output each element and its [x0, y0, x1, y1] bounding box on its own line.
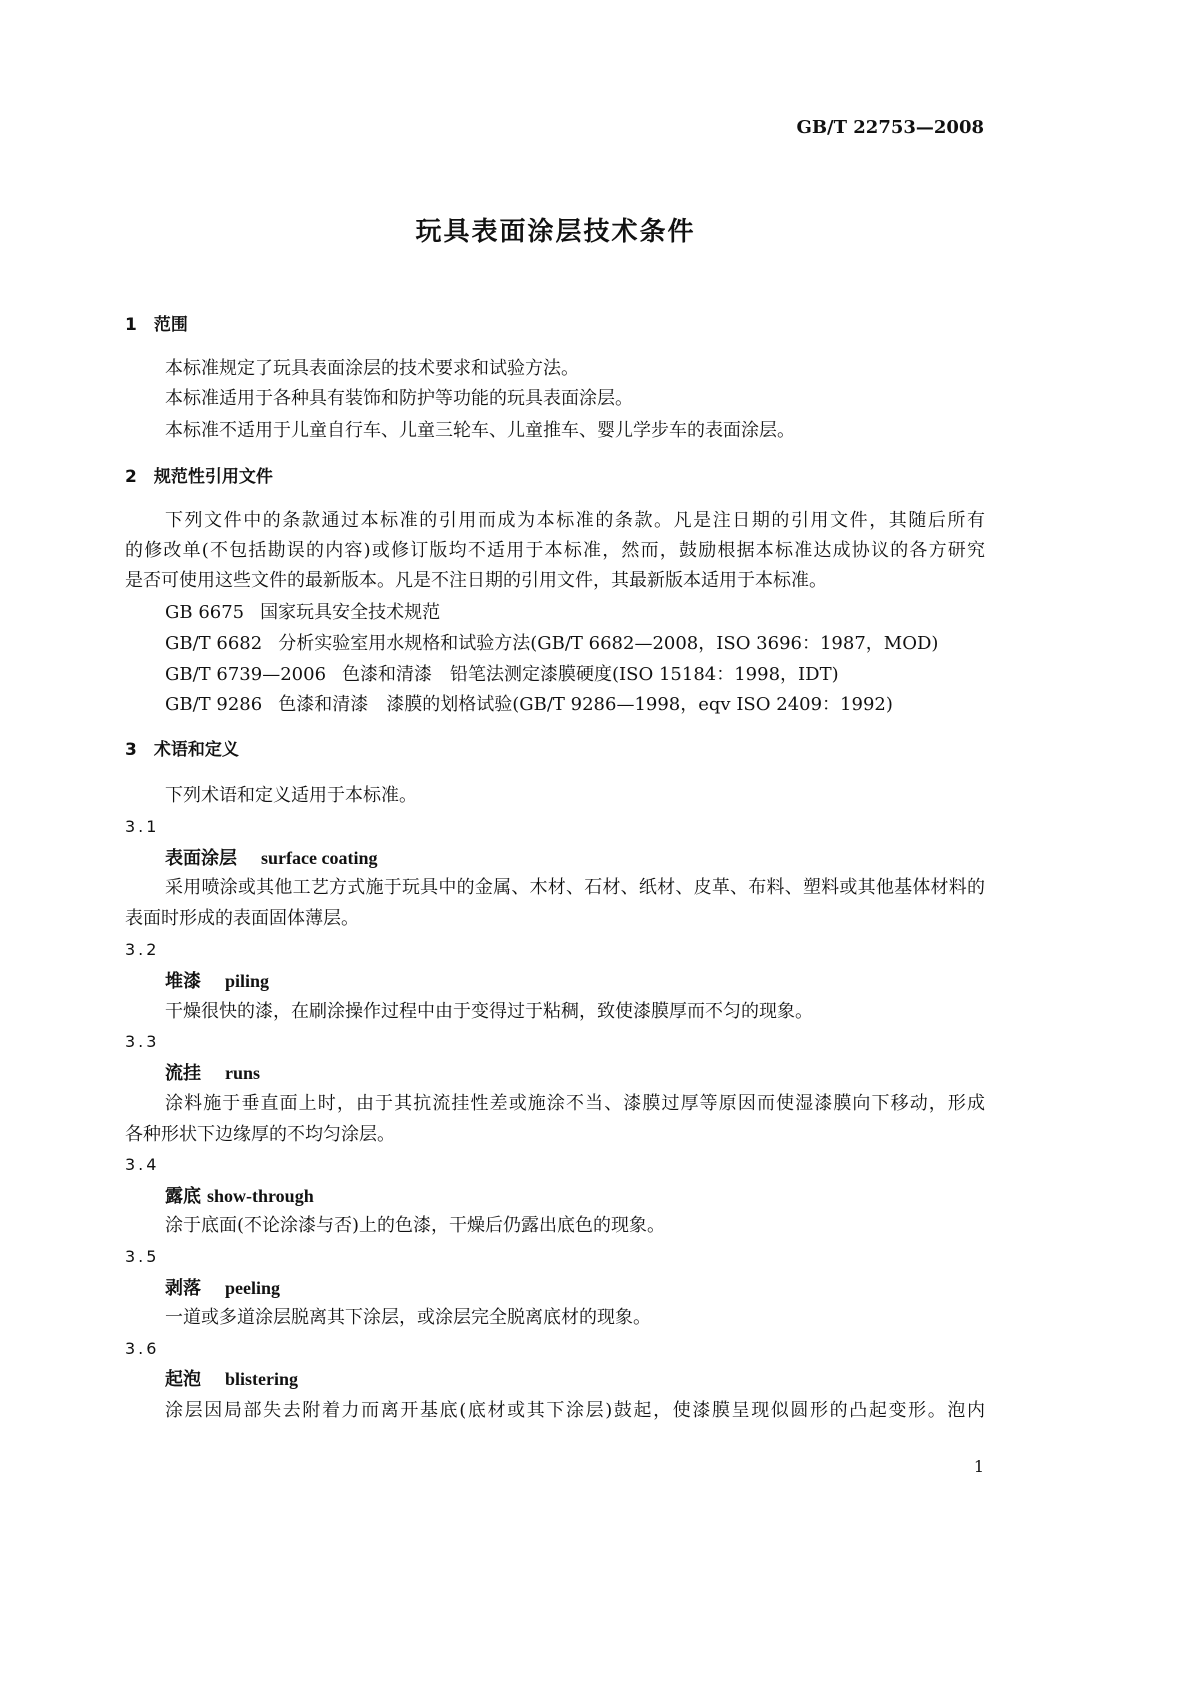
section-heading-terms: 3 术语和定义 — [125, 740, 239, 760]
term-number: 3.4 — [125, 1155, 160, 1174]
term-en: blistering — [225, 1369, 299, 1389]
paragraph: 本标准适用于各种具有装饰和防护等功能的玩具表面涂层。 — [165, 388, 633, 409]
term-zh: 流挂 — [165, 1063, 201, 1084]
term-title — [165, 1367, 298, 1392]
term-definition: 表面时形成的表面固体薄层。 — [125, 908, 359, 929]
term-zh: 剥落 — [165, 1278, 201, 1299]
section-heading-normative-references: 2 规范性引用文件 — [125, 467, 273, 487]
term-zh: 堆漆 — [165, 971, 201, 992]
term-number: 3.2 — [125, 940, 160, 959]
paragraph-line: 下列文件中的条款通过本标准的引用而成为本标准的条款。凡是注日期的引用文件，其随后所有 — [165, 510, 985, 531]
paragraph-line: 是否可使用这些文件的最新版本。凡是不注日期的引用文件，其最新版本适用于本标准。 — [125, 570, 827, 591]
ref-code: GB 6675 — [165, 602, 245, 623]
ref-code: GB/T 9286 — [165, 694, 263, 715]
ref-title: 分析实验室用水规格和试验方法(GB/T 6682—2008，ISO 3696：1987，MOD) — [278, 633, 939, 654]
ref-title: 国家玩具安全技术规范 — [260, 602, 441, 623]
reference-item — [165, 693, 893, 717]
term-number: 3.6 — [125, 1339, 160, 1358]
paragraph: 本标准不适用于儿童自行车、儿童三轮车、儿童推车、婴儿学步车的表面涂层。 — [165, 420, 795, 441]
reference-item — [165, 601, 440, 625]
document-title: 玩具表面涂层技术条件 — [415, 217, 696, 247]
term-zh: 起泡 — [165, 1369, 201, 1390]
ref-code: GB/T 6739—2006 — [165, 664, 327, 685]
term-definition: 涂层因局部失去附着力而离开基底(底材或其下涂层)鼓起，使漆膜呈现似圆形的凸起变形。泡内 — [165, 1400, 985, 1421]
term-en: piling — [225, 971, 270, 991]
ref-title: 色漆和清漆 铅笔法测定漆膜硬度(ISO 15184：1998，IDT) — [342, 664, 839, 685]
term-number: 3.3 — [125, 1032, 160, 1051]
paragraph: 本标准规定了玩具表面涂层的技术要求和试验方法。 — [165, 358, 579, 379]
paragraph: 下列术语和定义适用于本标准。 — [165, 785, 417, 806]
term-title — [165, 1061, 260, 1086]
term-title — [165, 846, 377, 871]
term-title — [165, 1276, 280, 1301]
term-definition: 干燥很快的漆，在刷涂操作过程中由于变得过于粘稠，致使漆膜厚而不匀的现象。 — [165, 1001, 813, 1022]
term-number: 3.5 — [125, 1247, 160, 1266]
term-title — [165, 969, 269, 994]
term-definition: 采用喷涂或其他工艺方式施于玩具中的金属、木材、石材、纸材、皮革、布料、塑料或其他基体材料的 — [165, 877, 985, 898]
paragraph-line: 的修改单(不包括勘误的内容)或修订版均不适用于本标准，然而，鼓励根据本标准达成协议的各方研究 — [125, 540, 985, 561]
term-zh: 表面涂层 — [165, 848, 237, 869]
term-zh: 露底 — [165, 1186, 201, 1207]
term-en: peeling — [225, 1278, 281, 1298]
reference-item — [165, 663, 839, 687]
term-en: runs — [225, 1063, 261, 1083]
section-heading-scope: 1 范围 — [125, 315, 188, 335]
term-definition: 涂于底面(不论涂漆与否)上的色漆，干燥后仍露出底色的现象。 — [165, 1215, 666, 1236]
term-definition: 各种形状下边缘厚的不均匀涂层。 — [125, 1124, 395, 1145]
reference-item — [165, 632, 938, 656]
term-title — [165, 1184, 314, 1209]
standard-number: GB/T 22753—2008 — [796, 117, 984, 138]
term-en: show-through — [207, 1186, 314, 1206]
ref-title: 色漆和清漆 漆膜的划格试验(GB/T 9286—1998，eqv ISO 2409：1992) — [278, 694, 893, 715]
term-definition: 涂料施于垂直面上时，由于其抗流挂性差或施涂不当、漆膜过厚等原因而使湿漆膜向下移动，形成 — [165, 1093, 985, 1114]
term-number: 3.1 — [125, 817, 160, 836]
ref-code: GB/T 6682 — [165, 633, 263, 654]
page-number: 1 — [973, 1457, 984, 1476]
term-definition: 一道或多道涂层脱离其下涂层，或涂层完全脱离底材的现象。 — [165, 1307, 651, 1328]
term-en: surface coating — [261, 848, 378, 868]
